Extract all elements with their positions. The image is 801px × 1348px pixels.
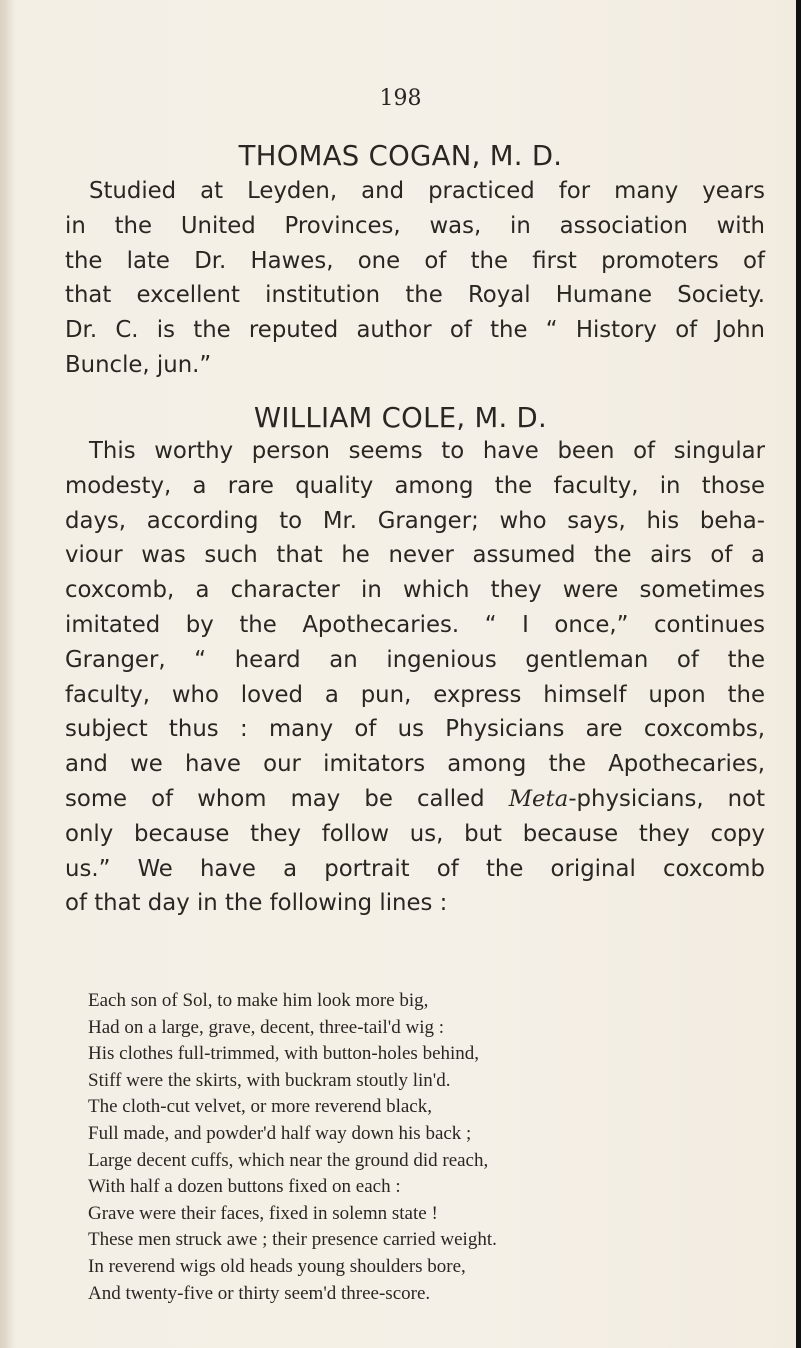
- verse-line: Grave were their faces, fixed in solemn state !: [88, 1202, 438, 1224]
- text-line: Studied at Leyden, and practiced for many years: [89, 178, 765, 204]
- text-line: viour was such that he never assumed the airs of a: [65, 542, 765, 569]
- text-line: Granger, “ heard an ingenious gentleman of the: [65, 646, 765, 673]
- text-fragment: -physicians, not: [568, 785, 766, 812]
- text-line: that excellent institution the Royal Humane Society.: [65, 282, 765, 309]
- verse-line: Full made, and powder'd half way down his back ;: [88, 1122, 472, 1144]
- verse-line: And twenty-five or thirty seem'd three-score.: [88, 1282, 431, 1304]
- text-line: in the United Provinces, was, in association with: [65, 212, 765, 239]
- verse-line: Large decent cuffs, which near the ground did reach,: [88, 1149, 489, 1171]
- page-edge: [796, 0, 801, 1348]
- text-line: Dr. C. is the reputed author of the “ History of John: [65, 317, 765, 344]
- text-line: only because they follow us, but because they copy: [65, 820, 765, 847]
- text-line: coxcomb, a character in which they were sometimes: [65, 577, 765, 604]
- text-line: of that day in the following lines :: [65, 890, 448, 917]
- text-line: faculty, who loved a pun, express himself upon the: [65, 681, 765, 708]
- section-body-cogan: [65, 174, 765, 383]
- text-line: the late Dr. Hawes, one of the first promoters of: [65, 247, 765, 274]
- verse-line: The cloth-cut velvet, or more reverend black,: [88, 1096, 432, 1118]
- verse-line: Each son of Sol, to make him look more big,: [88, 990, 429, 1011]
- gutter-shadow: [0, 0, 14, 1348]
- text-line: us.” We have a portrait of the original coxcomb: [65, 855, 765, 882]
- text-line-meta: [65, 782, 765, 817]
- page-number: 198: [379, 86, 422, 111]
- section-heading-cogan: THOMAS COGAN, M. D.: [238, 140, 563, 172]
- italic-word: Meta: [508, 785, 569, 812]
- text-line: subject thus : many of us Physicians are coxcombs,: [65, 716, 765, 743]
- verse-line: With half a dozen buttons fixed on each :: [88, 1176, 401, 1198]
- verse-line: In reverend wigs old heads young shoulders bore,: [88, 1255, 466, 1277]
- text-line: This worthy person seems to have been of singular: [89, 438, 765, 464]
- verse-block: [88, 988, 728, 1307]
- text-line: modesty, a rare quality among the faculty, in those: [65, 472, 765, 499]
- verse-line: These men struck awe ; their presence carried weight.: [88, 1229, 497, 1251]
- verse-line: Stiff were the skirts, with buckram stoutly lin'd.: [88, 1069, 451, 1091]
- verse-line: Had on a large, grave, decent, three-tail'd wig :: [88, 1016, 445, 1038]
- text-fragment: some of whom may be called: [65, 785, 509, 812]
- text-line: days, according to Mr. Granger; who says, his beha-: [65, 507, 765, 534]
- section-body-cole: [65, 434, 765, 921]
- text-line: and we have our imitators among the Apothecaries,: [65, 751, 765, 778]
- text-line: imitated by the Apothecaries. “ I once,” continues: [65, 611, 765, 638]
- section-heading-cole: WILLIAM COLE, M. D.: [253, 402, 548, 434]
- text-line: Buncle, jun.”: [65, 351, 212, 378]
- verse-line: His clothes full-trimmed, with button-holes behind,: [88, 1043, 480, 1065]
